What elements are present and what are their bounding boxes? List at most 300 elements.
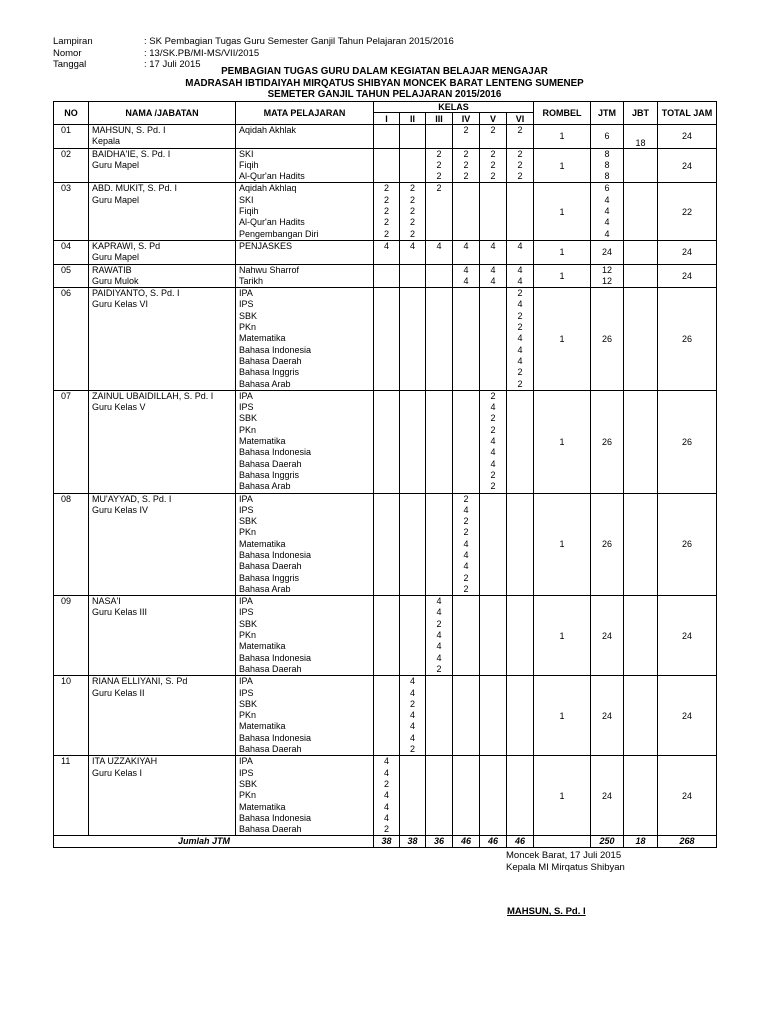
header-class-iii: III: [426, 113, 453, 125]
class-hours-cell: [453, 125, 480, 149]
teacher-name-cell: [89, 676, 236, 756]
subject-name: IPS: [239, 687, 254, 698]
subject-name: Bahasa Indonesia: [239, 652, 312, 663]
class-hours-cell: [480, 390, 507, 493]
class-hours-cell: [507, 288, 534, 391]
total-class-v: 46: [480, 836, 507, 848]
class-hours-cell: [426, 596, 453, 676]
class-hours-value: 4: [409, 732, 415, 743]
jbt-cell: [624, 596, 658, 676]
class-hours-cell: [507, 596, 534, 676]
jtm-cell: [591, 183, 624, 240]
class-hours-value: 2: [383, 217, 389, 228]
class-hours-cell: [374, 148, 400, 183]
subject-name: SBK: [239, 310, 258, 321]
class-hours-cell: [480, 493, 507, 596]
subject-name: PKn: [239, 790, 257, 801]
teacher-name-cell: [89, 264, 236, 288]
row-number-text: 03: [61, 183, 72, 194]
class-hours-cell: [453, 148, 480, 183]
subject-cell: [236, 596, 374, 676]
class-hours-value: 4: [490, 458, 496, 469]
class-hours-cell: [400, 596, 426, 676]
signature-block: [506, 850, 625, 874]
table-body: [54, 125, 717, 836]
class-hours-value: 4: [490, 264, 496, 275]
meta-label: Nomor: [53, 47, 82, 59]
jtm-cell: 24: [591, 596, 624, 676]
class-hours-value: 2: [517, 125, 523, 135]
header-total: TOTAL JAM: [658, 102, 717, 125]
class-hours-value: 4: [436, 596, 442, 607]
class-hours-cell: [480, 148, 507, 183]
header-rombel: ROMBEL: [534, 102, 591, 125]
class-hours-value: 4: [463, 264, 469, 275]
class-hours-cell: [374, 756, 400, 836]
total-class-iii: 36: [426, 836, 453, 848]
table-row: [54, 390, 717, 493]
total-hours-cell: 24: [658, 148, 717, 183]
subject-name: Tarikh: [239, 275, 264, 286]
row-number-text: 06: [61, 288, 72, 299]
subject-name: [236, 136, 373, 147]
jtm-value: 12: [602, 275, 613, 286]
teacher-name-cell: [89, 240, 236, 264]
subject-name: IPS: [239, 607, 254, 618]
jbt-cell: [624, 756, 658, 836]
teacher-name-cell: [89, 148, 236, 183]
subject-name: PKn: [239, 710, 257, 721]
rombel-cell: 1: [534, 125, 591, 149]
total-hours-cell: 24: [658, 240, 717, 264]
teacher-name: ABD. MUKIT, S. Pd. I: [92, 183, 178, 194]
class-hours-cell: [400, 288, 426, 391]
total-jam: 268: [658, 836, 717, 848]
class-hours-value: 4: [436, 240, 442, 251]
class-hours-cell: [374, 264, 400, 288]
subject-name: IPS: [239, 767, 254, 778]
jtm-cell: 24: [591, 756, 624, 836]
header-kelas: KELAS: [374, 102, 534, 113]
class-hours-cell: [400, 676, 426, 756]
row-number-text: 08: [61, 493, 72, 504]
class-hours-value: 4: [517, 299, 523, 310]
subject-name: PKn: [239, 630, 257, 641]
row-number: [54, 493, 89, 596]
class-hours-value: 4: [383, 767, 389, 778]
class-hours-cell: [480, 596, 507, 676]
row-number: [54, 148, 89, 183]
class-hours-value: 2: [383, 194, 389, 205]
class-hours-cell: [480, 125, 507, 149]
class-hours-cell: [426, 390, 453, 493]
rombel-cell: 1: [534, 756, 591, 836]
class-hours-cell: [426, 756, 453, 836]
class-hours-value: 2: [436, 663, 442, 674]
class-hours-value: 2: [383, 206, 389, 217]
row-number-text: 07: [61, 390, 72, 401]
class-hours-value: 2: [463, 493, 469, 504]
class-hours-value: 2: [383, 183, 389, 194]
row-number-text: 11: [61, 756, 71, 767]
row-number: [54, 390, 89, 493]
subject-name: Pengembangan Diri: [239, 228, 319, 239]
heading-line-2: MADRASAH IBTIDAIYAH MIRQATUS SHIBYAN MONCEK BARAT LENTENG SUMENEP: [185, 77, 584, 89]
teacher-position: Guru Kelas II: [92, 687, 145, 698]
class-hours-value: 4: [490, 240, 496, 251]
class-hours-value: 4: [409, 676, 415, 687]
jbt-cell: [624, 183, 658, 240]
subject-cell: [236, 148, 374, 183]
class-hours-value: 4: [517, 333, 523, 344]
total-jtm: 250: [591, 836, 624, 848]
class-hours-cell: [400, 756, 426, 836]
class-hours-value: 2: [409, 744, 415, 755]
jtm-cell: 26: [591, 390, 624, 493]
jbt-cell: [624, 288, 658, 391]
subject-name: PKn: [239, 322, 257, 333]
subject-cell: [236, 288, 374, 391]
class-hours-value: 2: [490, 481, 496, 492]
total-hours-cell: 26: [658, 493, 717, 596]
subject-name: IPA: [239, 493, 253, 504]
class-hours-value: 2: [490, 159, 496, 170]
subject-cell: [236, 493, 374, 596]
class-hours-value: 4: [490, 447, 496, 458]
class-hours-cell: [507, 676, 534, 756]
class-hours-value: 4: [383, 801, 389, 812]
subject-name: [236, 252, 373, 263]
header-class-i: I: [374, 113, 400, 125]
class-hours-cell: [426, 264, 453, 288]
rombel-cell: 1: [534, 493, 591, 596]
rombel-cell: 1: [534, 288, 591, 391]
rombel-cell: 1: [534, 264, 591, 288]
total-class-vi: 46: [507, 836, 534, 848]
class-hours-value: 2: [383, 778, 389, 789]
class-hours-cell: [426, 148, 453, 183]
total-hours-cell: 24: [658, 125, 717, 149]
jtm-value: 4: [604, 217, 610, 228]
total-class-i: 38: [374, 836, 400, 848]
header-name: NAMA /JABATAN: [89, 102, 236, 125]
totals-label: Jumlah JTM: [54, 836, 374, 848]
teacher-assignment-table: [53, 101, 717, 848]
class-hours-value: 4: [409, 687, 415, 698]
class-hours-cell: [400, 183, 426, 240]
class-hours-value: 4: [490, 402, 496, 413]
teacher-position: Guru Kelas V: [92, 402, 146, 413]
rombel-cell: 1: [534, 240, 591, 264]
row-number: [54, 676, 89, 756]
teacher-position: Guru Mulok: [92, 275, 139, 286]
rombel-cell: 1: [534, 676, 591, 756]
row-number-text: 02: [61, 148, 72, 159]
subject-name: Aqidah Akhlaq: [239, 183, 297, 194]
subject-name: PENJASKES: [239, 240, 293, 251]
jtm-cell: 24: [591, 676, 624, 756]
class-hours-value: 2: [409, 206, 415, 217]
teacher-position: Guru Kelas I: [92, 767, 143, 778]
class-hours-value: 2: [490, 469, 496, 480]
meta-row-lampiran: [53, 36, 454, 48]
meta-row-nomor: [53, 48, 454, 60]
teacher-position: Guru Kelas III: [92, 607, 148, 618]
class-hours-cell: [507, 264, 534, 288]
teacher-name: ZAINUL UBAIDILLAH, S. Pd. I: [92, 390, 214, 401]
subject-name: IPA: [239, 288, 253, 299]
total-class-iv: 46: [453, 836, 480, 848]
table-row: [54, 596, 717, 676]
class-hours-cell: [400, 125, 426, 149]
subject-name: Aqidah Akhlak: [239, 125, 297, 135]
class-hours-cell: [453, 264, 480, 288]
rombel-cell: 1: [534, 596, 591, 676]
total-class-ii: 38: [400, 836, 426, 848]
teacher-name: MAHSUN, S. Pd. I: [92, 125, 166, 135]
jbt-cell: [624, 676, 658, 756]
totals-row: [54, 836, 717, 848]
jbt-cell: [624, 493, 658, 596]
rombel-cell: 1: [534, 183, 591, 240]
class-hours-cell: [400, 390, 426, 493]
teacher-name-cell: [89, 596, 236, 676]
class-hours-value: 4: [409, 710, 415, 721]
jbt-cell: [624, 390, 658, 493]
class-hours-cell: [426, 288, 453, 391]
class-hours-cell: [507, 240, 534, 264]
class-hours-value: 2: [409, 183, 415, 194]
teacher-name: KAPRAWI, S. Pd: [92, 240, 161, 251]
class-hours-cell: [374, 288, 400, 391]
subject-name: Bahasa Inggris: [239, 469, 300, 480]
teacher-name-cell: [89, 756, 236, 836]
class-hours-value: 4: [436, 607, 442, 618]
table-row: [54, 125, 717, 149]
class-hours-value: 4: [409, 240, 415, 251]
subject-name: Matematika: [239, 721, 286, 732]
jbt-cell: [624, 264, 658, 288]
row-number: [54, 264, 89, 288]
total-hours-cell: 24: [658, 676, 717, 756]
class-hours-value: 4: [409, 721, 415, 732]
signature-role: Kepala MI Mirqatus Shibyan: [506, 862, 625, 873]
class-hours-value: 2: [409, 228, 415, 239]
class-hours-value: 4: [517, 355, 523, 366]
row-number-text: 10: [61, 676, 72, 687]
jtm-value: 4: [604, 206, 610, 217]
signature-place-date: Moncek Barat, 17 Juli 2015: [506, 850, 622, 861]
class-hours-cell: [453, 493, 480, 596]
class-hours-cell: [374, 676, 400, 756]
jbt-cell: [624, 148, 658, 183]
teacher-name: RAWATIB: [92, 264, 132, 275]
teacher-name-cell: [89, 288, 236, 391]
subject-name: Bahasa Daerah: [239, 824, 302, 835]
subject-name: Al-Qur'an Hadits: [239, 171, 305, 182]
class-hours-value: 2: [517, 171, 523, 182]
table-row: [54, 493, 717, 596]
class-hours-value: 2: [490, 390, 496, 401]
meta-label: Tanggal: [53, 59, 87, 70]
class-hours-value: 2: [490, 424, 496, 435]
subject-name: Bahasa Indonesia: [239, 344, 312, 355]
subject-name: Matematika: [239, 538, 286, 549]
subject-name: PKn: [239, 527, 257, 538]
header-class-ii: II: [400, 113, 426, 125]
total-hours-cell: 24: [658, 264, 717, 288]
total-rombel: [534, 836, 591, 848]
class-hours-value: 4: [517, 264, 523, 275]
class-hours-value: 4: [383, 812, 389, 823]
class-hours-value: 2: [490, 413, 496, 424]
class-hours-cell: [453, 596, 480, 676]
subject-name: SBK: [239, 778, 258, 789]
class-hours-value: 2: [463, 527, 469, 538]
teacher-name-cell: [89, 125, 236, 149]
total-hours-cell: 26: [658, 288, 717, 391]
class-hours-cell: [374, 240, 400, 264]
rombel-cell: 1: [534, 390, 591, 493]
subject-cell: [236, 264, 374, 288]
subject-name: Bahasa Indonesia: [239, 447, 312, 458]
jtm-value: 8: [604, 159, 610, 170]
subject-name: Bahasa Indonesia: [239, 549, 312, 560]
jtm-cell: 6: [591, 125, 624, 149]
class-hours-value: 2: [517, 310, 523, 321]
class-hours-value: 4: [383, 240, 389, 251]
teacher-name-cell: [89, 183, 236, 240]
class-hours-value: 4: [463, 561, 469, 572]
class-hours-value: 2: [490, 148, 496, 159]
header-jtm: JTM: [591, 102, 624, 125]
class-hours-cell: [507, 183, 534, 240]
teacher-position: Guru Mapel: [92, 159, 140, 170]
class-hours-value: 2: [517, 322, 523, 333]
subject-name: SBK: [239, 413, 258, 424]
table-row: [54, 240, 717, 264]
subject-name: Fiqih: [239, 206, 259, 217]
table-row: [54, 264, 717, 288]
jtm-value: 6: [604, 183, 610, 194]
jtm-cell: 26: [591, 493, 624, 596]
subject-name: IPS: [239, 299, 254, 310]
class-hours-cell: [426, 183, 453, 240]
subject-name: Bahasa Arab: [239, 583, 291, 594]
row-number: [54, 183, 89, 240]
jtm-value: 8: [604, 171, 610, 182]
class-hours-cell: [400, 240, 426, 264]
class-hours-value: 4: [383, 790, 389, 801]
subject-name: Bahasa Arab: [239, 481, 291, 492]
class-hours-value: 4: [463, 504, 469, 515]
header-subject: MATA PELAJARAN: [236, 102, 374, 125]
class-hours-value: 4: [517, 344, 523, 355]
meta-value: : 17 Juli 2015: [144, 59, 201, 70]
subject-name: Bahasa Daerah: [239, 458, 302, 469]
subject-name: SBK: [239, 698, 258, 709]
subject-cell: [236, 183, 374, 240]
header-class-vi: VI: [507, 113, 534, 125]
subject-name: Nahwu Sharrof: [239, 264, 300, 275]
subject-name: Bahasa Daerah: [239, 663, 302, 674]
class-hours-value: 4: [517, 275, 523, 286]
subject-name: IPS: [239, 402, 254, 413]
class-hours-value: 2: [490, 171, 496, 182]
class-hours-value: 4: [463, 240, 469, 251]
class-hours-cell: [480, 288, 507, 391]
teacher-name: NASA'I: [92, 596, 121, 607]
subject-name: Bahasa Daerah: [239, 355, 302, 366]
class-hours-cell: [400, 148, 426, 183]
class-hours-value: 2: [409, 698, 415, 709]
subject-name: Matematika: [239, 436, 286, 447]
class-hours-cell: [453, 240, 480, 264]
subject-name: Al-Qur'an Hadits: [239, 217, 305, 228]
class-hours-cell: [480, 676, 507, 756]
jtm-value: 12: [602, 264, 613, 275]
teacher-name: BAIDHA'IE, S. Pd. I: [92, 148, 171, 159]
table-row: [54, 676, 717, 756]
row-number: [54, 756, 89, 836]
class-hours-cell: [453, 676, 480, 756]
subject-name: Matematika: [239, 333, 286, 344]
subject-name: Bahasa Indonesia: [239, 812, 312, 823]
class-hours-value: 2: [436, 183, 442, 194]
subject-name: IPA: [239, 676, 253, 687]
class-hours-value: 2: [436, 148, 442, 159]
class-hours-value: 2: [463, 171, 469, 182]
class-hours-cell: [426, 125, 453, 149]
header-class-v: V: [480, 113, 507, 125]
row-number: [54, 125, 89, 149]
subject-name: SKI: [239, 148, 254, 159]
class-hours-value: 4: [436, 630, 442, 641]
class-hours-value: 2: [409, 217, 415, 228]
class-hours-cell: [507, 125, 534, 149]
class-hours-value: 4: [490, 275, 496, 286]
teacher-name: ITA UZZAKIYAH: [92, 756, 158, 767]
row-number: [54, 240, 89, 264]
subject-name: SKI: [239, 194, 254, 205]
class-hours-cell: [480, 264, 507, 288]
class-hours-value: 4: [490, 436, 496, 447]
class-hours-cell: [453, 288, 480, 391]
total-hours-cell: 24: [658, 596, 717, 676]
table-row: [54, 756, 717, 836]
teacher-position: Guru Mapel: [92, 252, 140, 263]
jtm-value: 4: [604, 194, 610, 205]
total-hours-cell: 24: [658, 756, 717, 836]
meta-label: Lampiran: [53, 36, 93, 47]
jtm-cell: [591, 264, 624, 288]
class-hours-value: 4: [463, 549, 469, 560]
meta-value: : 13/SK.PB/MI-MS/VII/2015: [144, 47, 260, 59]
row-number-text: 05: [61, 264, 72, 275]
class-hours-value: 2: [463, 516, 469, 527]
subject-cell: [236, 390, 374, 493]
class-hours-cell: [400, 264, 426, 288]
subject-name: IPS: [239, 504, 254, 515]
class-hours-cell: [453, 183, 480, 240]
class-hours-cell: [507, 493, 534, 596]
class-hours-value: 2: [436, 618, 442, 629]
heading-line-1: PEMBAGIAN TUGAS GURU DALAM KEGIATAN BELAJAR MENGAJAR: [221, 66, 548, 77]
signer-name: MAHSUN, S. Pd. I: [507, 906, 586, 917]
teacher-name-cell: [89, 390, 236, 493]
subject-name: Bahasa Daerah: [239, 561, 302, 572]
class-hours-cell: [374, 125, 400, 149]
